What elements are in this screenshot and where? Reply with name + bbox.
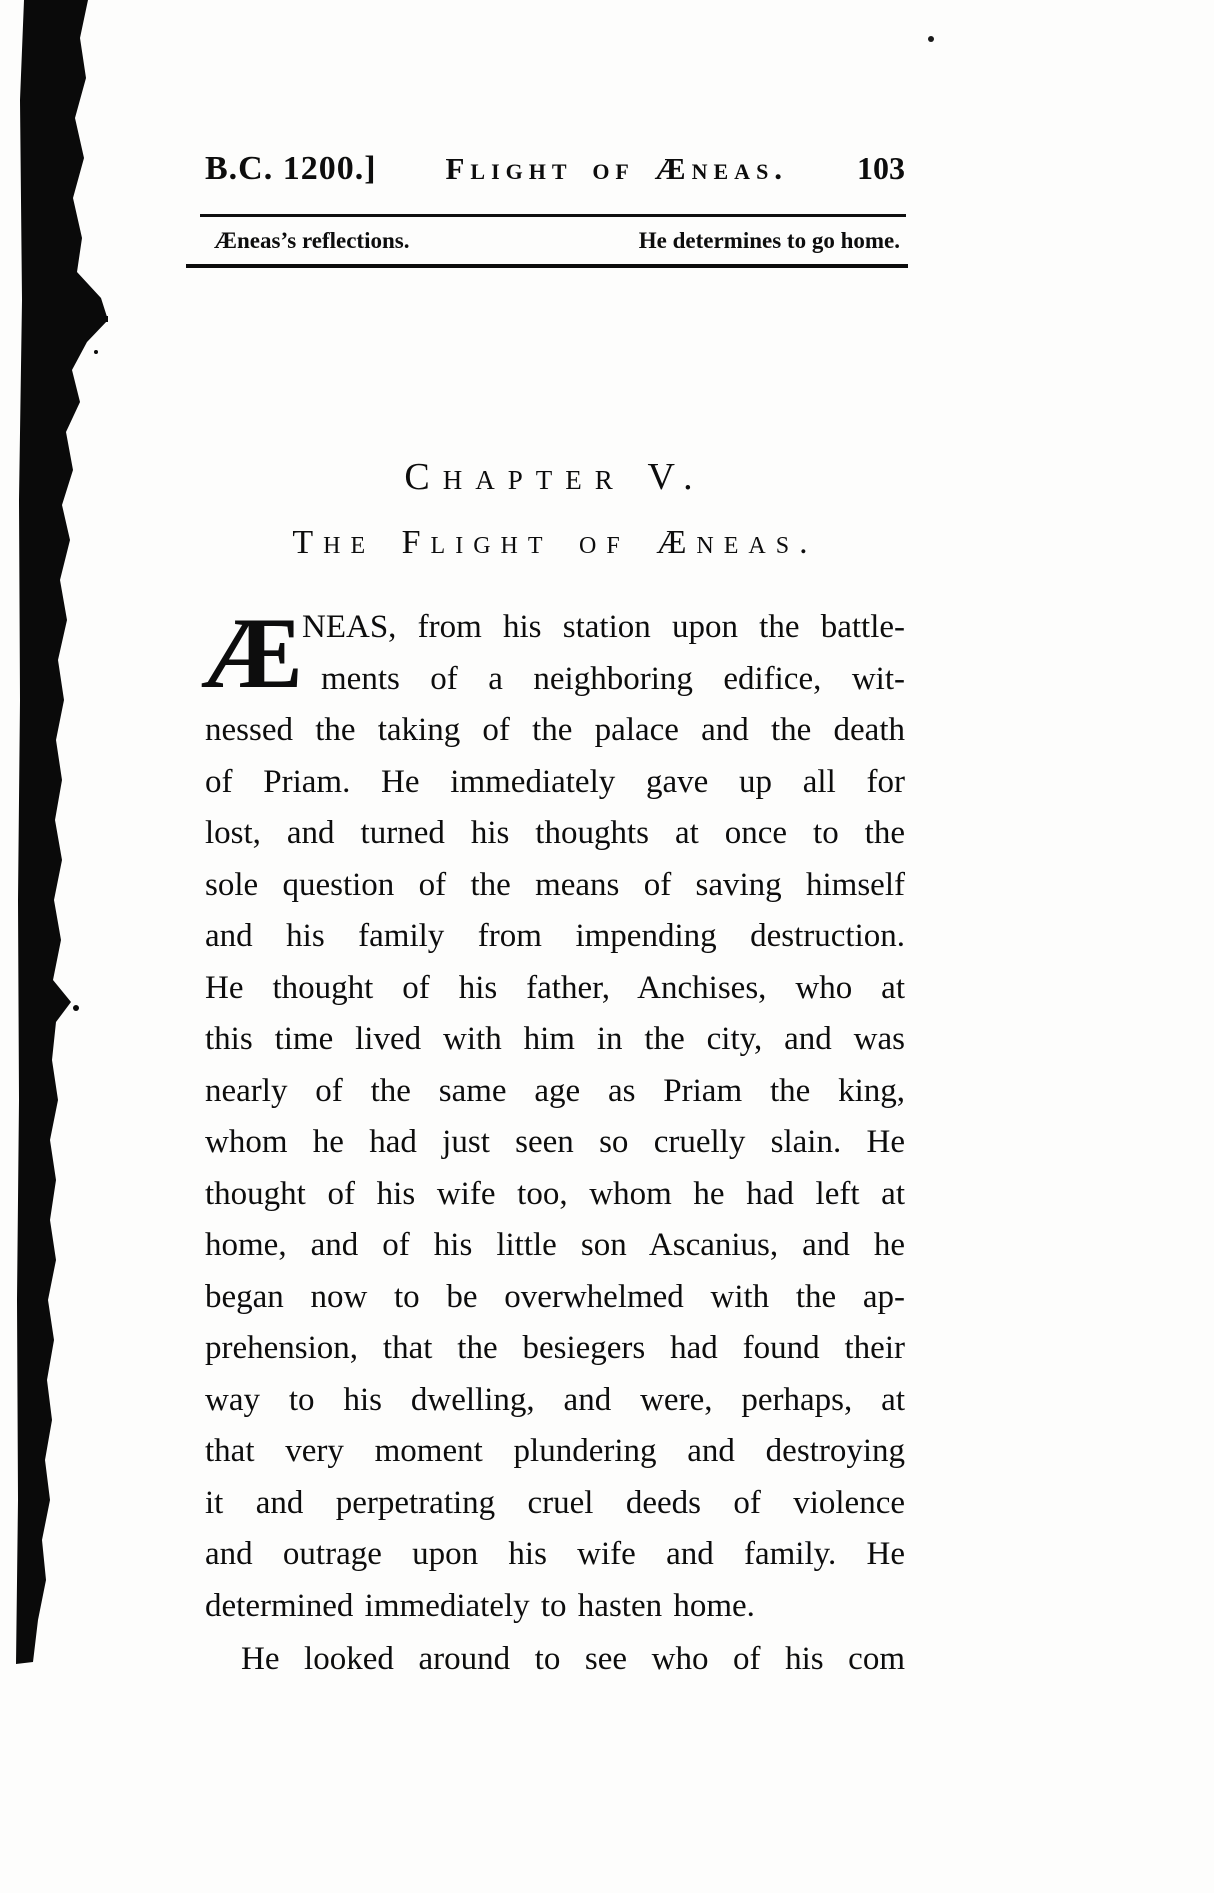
running-heads (214, 228, 900, 254)
drop-cap: Æ (201, 597, 301, 710)
chapter-title: Chapter V. (404, 456, 706, 498)
body-line: began now to be overwhelmed with the ap- (205, 1278, 905, 1315)
body-line: whom he had just seen so cruelly slain. He (205, 1124, 905, 1160)
body-line: He looked around to see who of his com (241, 1641, 905, 1677)
body-line: NEAS, from his station upon the battle- (302, 609, 905, 645)
body-line: nearly of the same age as Priam the king, (205, 1072, 905, 1109)
body-line: He thought of his father, Anchises, who at (205, 969, 905, 1006)
body-line: determined immediately to hasten home. (205, 1587, 755, 1624)
running-head-right: He determines to go home. (638, 228, 900, 253)
body-line: and his family from impending destruction. (205, 918, 905, 954)
paragraph-1 (201, 597, 905, 1632)
body-line: lost, and turned his thoughts at once to the (205, 815, 905, 851)
body-line: prehension, that the besiegers had found their (205, 1330, 905, 1366)
body-line: that very moment plundering and destroying (205, 1433, 905, 1469)
body-line: home, and of his little son Ascanius, and he (205, 1227, 905, 1263)
binding-shadow-strip (0, 0, 130, 1700)
body-line: of Priam. He immediately gave up all for (205, 763, 905, 800)
chapter-subtitle: The Flight of Æneas. (292, 524, 818, 561)
body-line: thought of his wife too, whom he had left at (205, 1175, 905, 1212)
scan-speck (928, 36, 934, 42)
header-rule (200, 214, 906, 217)
header-title: Flight of Æneas. (445, 151, 789, 186)
body-line: and outrage upon his wife and family. He (205, 1536, 905, 1572)
body-line: this time lived with him in the city, and was (205, 1021, 905, 1057)
page-header (205, 150, 905, 188)
body-line: it and perpetrating cruel deeds of violence (205, 1484, 905, 1521)
page-number: 103 (857, 150, 905, 186)
running-head-rule (186, 264, 908, 268)
body-line: nessed the taking of the palace and the death (205, 712, 905, 748)
header-date: B.C. 1200.] (205, 150, 377, 187)
body-line: sole question of the means of saving himself (205, 866, 905, 903)
body-line: ments of a neighboring edifice, wit- (321, 660, 905, 697)
running-head-left: Æneas’s reflections. (214, 228, 410, 253)
paragraph-2 (205, 1634, 905, 1686)
body-line: way to his dwelling, and were, perhaps, at (205, 1381, 905, 1418)
